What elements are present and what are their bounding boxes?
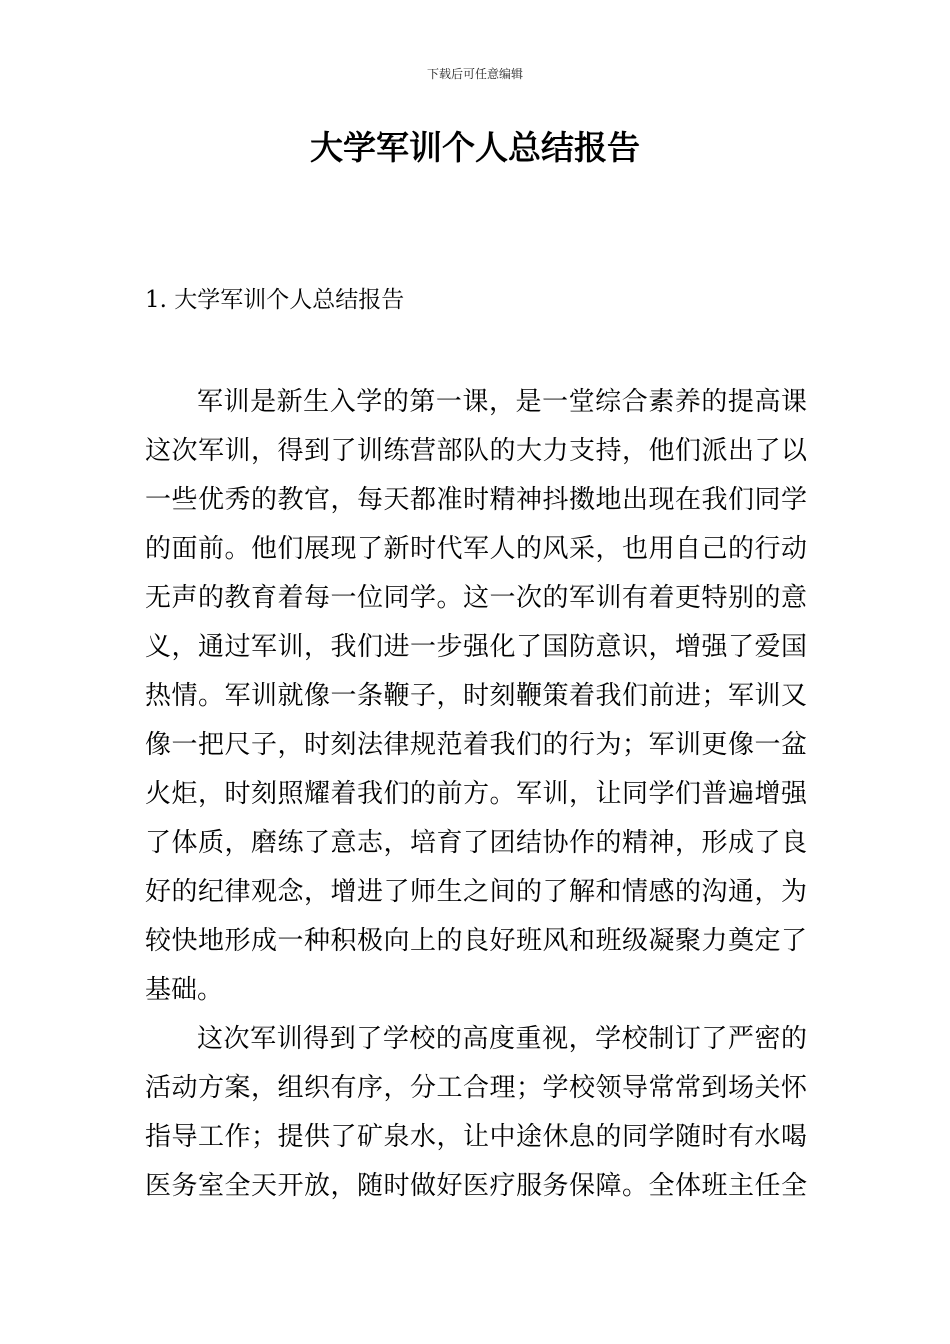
paragraph-line: 无声的教育着每一位同学。这一次的军训有着更特别的意 [145,583,807,613]
paragraph-line: 的面前。他们展现了新时代军人的风采，也用自己的行动 [145,534,807,564]
paragraph-line: 好的纪律观念，增进了师生之间的了解和情感的沟通，为 [145,877,807,907]
document-title: 大学军训个人总结报告 [310,128,640,167]
paragraph-line: 这次军训，得到了训练营部队的大力支持，他们派出了以 [145,436,807,466]
paragraph-line: 军训是新生入学的第一课，是一堂综合素养的提高课 [197,387,807,417]
paragraph-2 [145,1015,807,1211]
paragraph-line: 一些优秀的教官，每天都准时精神抖擞地出现在我们同学 [145,485,807,515]
document-body [145,378,807,1211]
paragraph-1 [145,378,807,1015]
paragraph-line: 像一把尺子，时刻法律规范着我们的行为；军训更像一盆 [145,730,807,760]
paragraph-line: 指导工作；提供了矿泉水，让中途休息的同学随时有水喝 [145,1122,807,1152]
paragraph-line: 基础。 [145,975,224,1005]
header-note: 下载后可任意编辑 [426,67,523,81]
paragraph-line: 热情。军训就像一条鞭子，时刻鞭策着我们前进；军训又 [145,681,807,711]
paragraph-line: 较快地形成一种积极向上的良好班风和班级凝聚力奠定了 [145,926,807,956]
paragraph-line: 义，通过军训，我们进一步强化了国防意识，增强了爱国 [145,632,807,662]
paragraph-line: 了体质，磨练了意志，培育了团结协作的精神，形成了良 [145,828,807,858]
paragraph-line: 医务室全天开放，随时做好医疗服务保障。全体班主任全 [145,1171,807,1201]
paragraph-line: 这次军训得到了学校的高度重视，学校制订了严密的 [197,1024,807,1054]
paragraph-line: 火炬，时刻照耀着我们的前方。军训，让同学们普遍增强 [145,779,807,809]
section-heading: 1. 大学军训个人总结报告 [145,287,405,313]
paragraph-line: 活动方案，组织有序，分工合理；学校领导常常到场关怀 [145,1073,807,1103]
